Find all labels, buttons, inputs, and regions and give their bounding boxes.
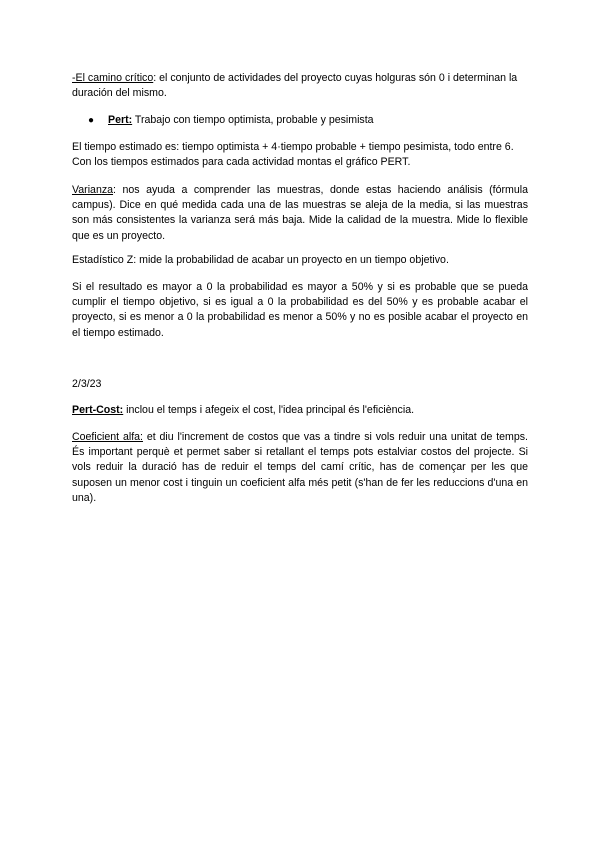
- coeficient-alfa-paragraph: [72, 430, 528, 506]
- pert-term: Pert:: [108, 114, 133, 126]
- varianza-paragraph: [72, 183, 528, 244]
- camino-critico-term: -El camino crítico: [72, 72, 154, 84]
- pert-text: Trabajo con tiempo optimista, probable y pesimista: [132, 114, 374, 126]
- camino-critico-text: : el conjunto de actividades del proyecto cuyas holguras són 0 i determinan la duración del mismo.: [72, 72, 518, 100]
- date-heading: 2/3/23: [72, 378, 102, 390]
- estadistico-z-paragraph: Estadístico Z: mide la probabilidad de acabar un proyecto en un tiempo objetivo.: [72, 254, 449, 266]
- camino-critico-paragraph: [72, 71, 528, 101]
- coeficient-alfa-term: Coeficient alfa:: [72, 431, 143, 443]
- bullet-dot-icon: ●: [88, 115, 95, 126]
- pert-cost-paragraph: [72, 403, 528, 418]
- pert-bullet-content: [108, 113, 374, 128]
- pert-bullet-item: [88, 113, 528, 129]
- tiempo-estimado-paragraph: El tiempo estimado es: tiempo optimista + 4·tiempo probable + tiempo pesimista, todo entre 6. Con los tiempos estimados para cada actividad montas el gráfico PERT.: [72, 141, 514, 169]
- varianza-text: : nos ayuda a comprender las muestras, donde estas haciendo análisis (fórmula campus). Dice en qué medida cada una de las muestras se aleja de la media, si las muestras son más consistentes la varianza será más baja. Mide la calidad de la muestra. Mide lo flexible que es un proyecto.: [72, 184, 528, 242]
- coeficient-alfa-text: et diu l'increment de costos que vas a tindre si vols reduir una unitat de temps. És important perquè et permet saber si retallant el temps pots estalviar costos del projecte. Si vols reduir la duració has de reduir el temps del camí crític, has de començar per les que suposen un menor cost i tinguin un coeficient alfa més petit (s'han de fer les reduccions d'una en una).: [72, 431, 528, 504]
- pert-cost-text: inclou el temps i afegeix el cost, l'idea principal és l'eficiència.: [123, 404, 415, 416]
- pert-cost-term: Pert-Cost:: [72, 404, 124, 416]
- resultado-paragraph: Si el resultado es mayor a 0 la probabilidad es mayor a 50% y si es probable que se pueda cumplir el tiempo objetivo, si es igual a 0 la probabilidad es del 50% y es probable acabar el proyecto, si es menor a 0 la probabilidad es menor a 50% y no es posible acabar el proyecto en el tiempo estimado.: [72, 281, 528, 339]
- varianza-term: Varianza: [72, 184, 114, 196]
